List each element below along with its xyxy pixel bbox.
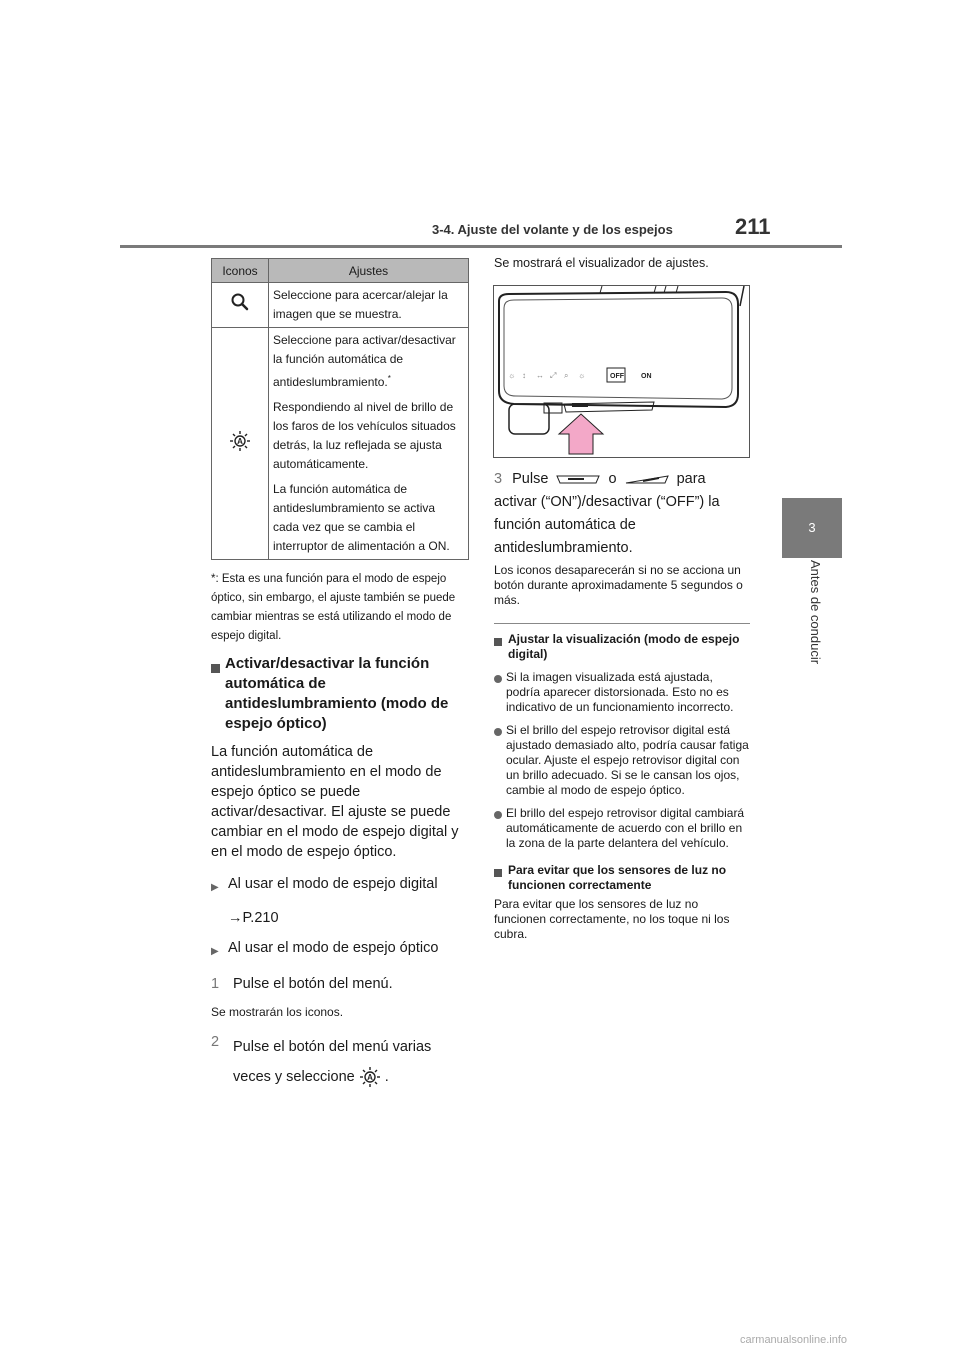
figure-on-label: ON	[641, 373, 652, 380]
page-number: 211	[735, 214, 771, 239]
chapter-tab: 3	[782, 498, 842, 558]
antiglare-reset: La función automática de antideslumbramiento se activa cada vez que se cambia el interruptor de alimentación a ON.	[273, 482, 450, 553]
antiglare-behavior: Respondiendo al nivel de brillo de los faros de los vehículos situados detrás, la luz reflejada se ajusta automáticamente.	[273, 400, 456, 471]
svg-text:A: A	[237, 436, 243, 446]
right-notes	[494, 563, 750, 942]
list-item: Si la imagen visualizada está ajustada, podría aparecer distorsionada. Esto no es indicativo de un funcionamiento incorrecto.	[494, 670, 750, 715]
col-header-settings: Ajustes	[269, 259, 469, 283]
step-1-note: Se mostrarán los iconos.	[211, 1005, 344, 1019]
section-divider	[494, 623, 750, 624]
circle-bullet-icon	[494, 728, 502, 736]
settings-cell	[269, 283, 469, 328]
settings-cell	[269, 328, 469, 560]
section-title: 3-4. Ajuste del volante y de los espejos	[432, 222, 673, 237]
header-rule	[120, 245, 842, 248]
step-3: 3 Pulse o para activar (“ON”)/desactivar (“OFF”) la función automática de antideslumbramiento.	[494, 471, 720, 556]
table-row	[212, 328, 469, 560]
svg-text:A: A	[366, 1073, 373, 1083]
step-1: 1 Pulse el botón del menú.	[211, 976, 393, 992]
subsection-heading: Activar/desactivar la función automática de antideslumbramiento (modo de espejo óptico)	[211, 654, 473, 734]
footnote	[211, 570, 469, 646]
list-item: ▶ Al usar el modo de espejo digital	[211, 874, 473, 898]
icon-cell	[212, 328, 269, 560]
note-heading: Para evitar que los sensores de luz no funcionen correctamente	[494, 863, 750, 893]
table-header-row	[212, 259, 469, 283]
list-item: Si el brillo del espejo retrovisor digital está ajustado demasiado alto, podría causar fatiga ocular. Ajuste el espejo retrovisor digital con un brillo adecuado. Si se le cansan los ojos, cambie al modo de espejo óptico.	[494, 723, 750, 798]
chapter-label: Antes de conducir	[808, 560, 823, 665]
square-bullet-icon	[494, 638, 502, 646]
step-2: 2 Pulse el botón del menú varias veces y seleccione A .	[211, 1032, 473, 1092]
triangle-bullet-icon: ▶	[211, 946, 219, 957]
figure-off-label: OFF	[610, 373, 624, 380]
subsection-intro: La función automática de antideslumbramiento en el modo de espejo óptico se puede activar/desactivar. El ajuste se puede cambiar en el modo de espejo digital y en el modo de espejo óptico.	[211, 744, 459, 860]
list-item: El brillo del espejo retrovisor digital cambiará automáticamente de acuerdo con el brillo en la zona de la parte delantera del vehículo.	[494, 806, 750, 851]
magnifier-icon	[230, 292, 250, 312]
footnote-marker: *	[387, 374, 391, 383]
footnote-mark: *:	[211, 573, 219, 585]
svg-text:↔: ↔	[536, 371, 544, 380]
footnote-text: Esta es una función para el modo de espejo óptico, sin embargo, el ajuste también se puede cambiar mientras se está utilizando el modo de espejo digital.	[211, 573, 456, 642]
svg-text:↕: ↕	[522, 371, 526, 380]
step-3-note: Los iconos desaparecerán si no se acciona un botón durante aproximadamente 5 segundos o más.	[494, 563, 743, 607]
circle-bullet-icon	[494, 675, 502, 683]
left-column	[211, 654, 473, 1092]
button-left-icon	[556, 474, 600, 485]
button-right-icon	[625, 474, 669, 485]
settings-display-note: Se mostrará el visualizador de ajustes.	[494, 256, 709, 270]
page-reference[interactable]: →P.210	[228, 910, 279, 926]
list-item: ▶ Al usar el modo de espejo óptico	[211, 938, 473, 962]
square-bullet-icon	[211, 664, 220, 673]
auto-antiglare-icon	[359, 1066, 381, 1088]
svg-text:☼: ☼	[578, 371, 586, 380]
mirror-illustration	[493, 285, 750, 458]
antiglare-description: Seleccione para activar/desactivar la función automática de antideslumbramiento.*	[273, 333, 456, 389]
svg-text:⌕: ⌕	[564, 371, 569, 380]
icon-cell	[212, 283, 269, 328]
svg-text:☼: ☼	[508, 371, 516, 380]
col-header-icons: Iconos	[212, 259, 269, 283]
icons-table	[211, 258, 469, 560]
note-text: Para evitar que los sensores de luz no funcionen correctamente, no los toque ni los cubra.	[494, 897, 730, 941]
right-column	[494, 256, 750, 270]
svg-text:⤢: ⤢	[550, 371, 557, 380]
triangle-bullet-icon: ▶	[211, 882, 219, 893]
circle-bullet-icon	[494, 811, 502, 819]
auto-antiglare-icon	[229, 430, 251, 452]
watermark: carmanualsonline.info	[740, 1334, 848, 1346]
square-bullet-icon	[494, 869, 502, 877]
zoom-description: Seleccione para acercar/alejar la imagen que se muestra.	[273, 288, 448, 321]
table-row	[212, 283, 469, 328]
note-heading: Ajustar la visualización (modo de espejo digital)	[494, 632, 750, 662]
